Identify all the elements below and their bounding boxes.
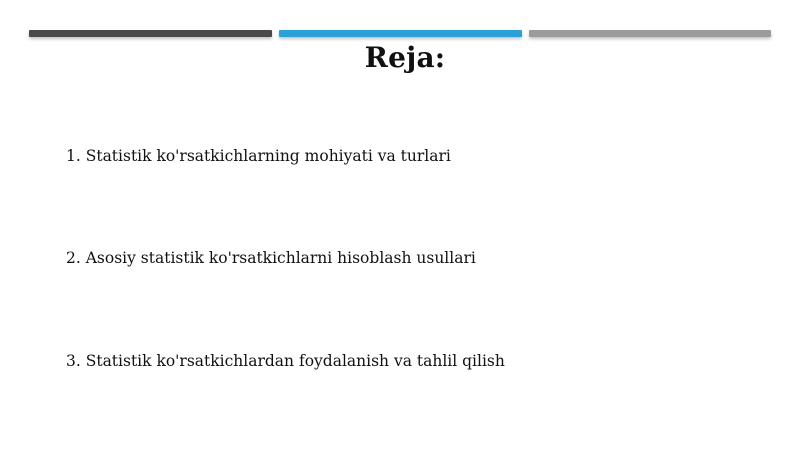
accent-bar-blue xyxy=(279,30,522,37)
accent-bar-dark xyxy=(29,30,272,37)
plan-item: 2. Asosiy statistik ko'rsatkichlarni hisoblash usullari xyxy=(66,249,476,267)
plan-item: 1. Statistik ko'rsatkichlarning mohiyati va turlari xyxy=(66,147,451,165)
plan-item: 3. Statistik ko'rsatkichlardan foydalanish va tahlil qilish xyxy=(66,352,505,370)
slide-title: Reja: xyxy=(364,41,446,74)
accent-bar-gray xyxy=(529,30,771,37)
